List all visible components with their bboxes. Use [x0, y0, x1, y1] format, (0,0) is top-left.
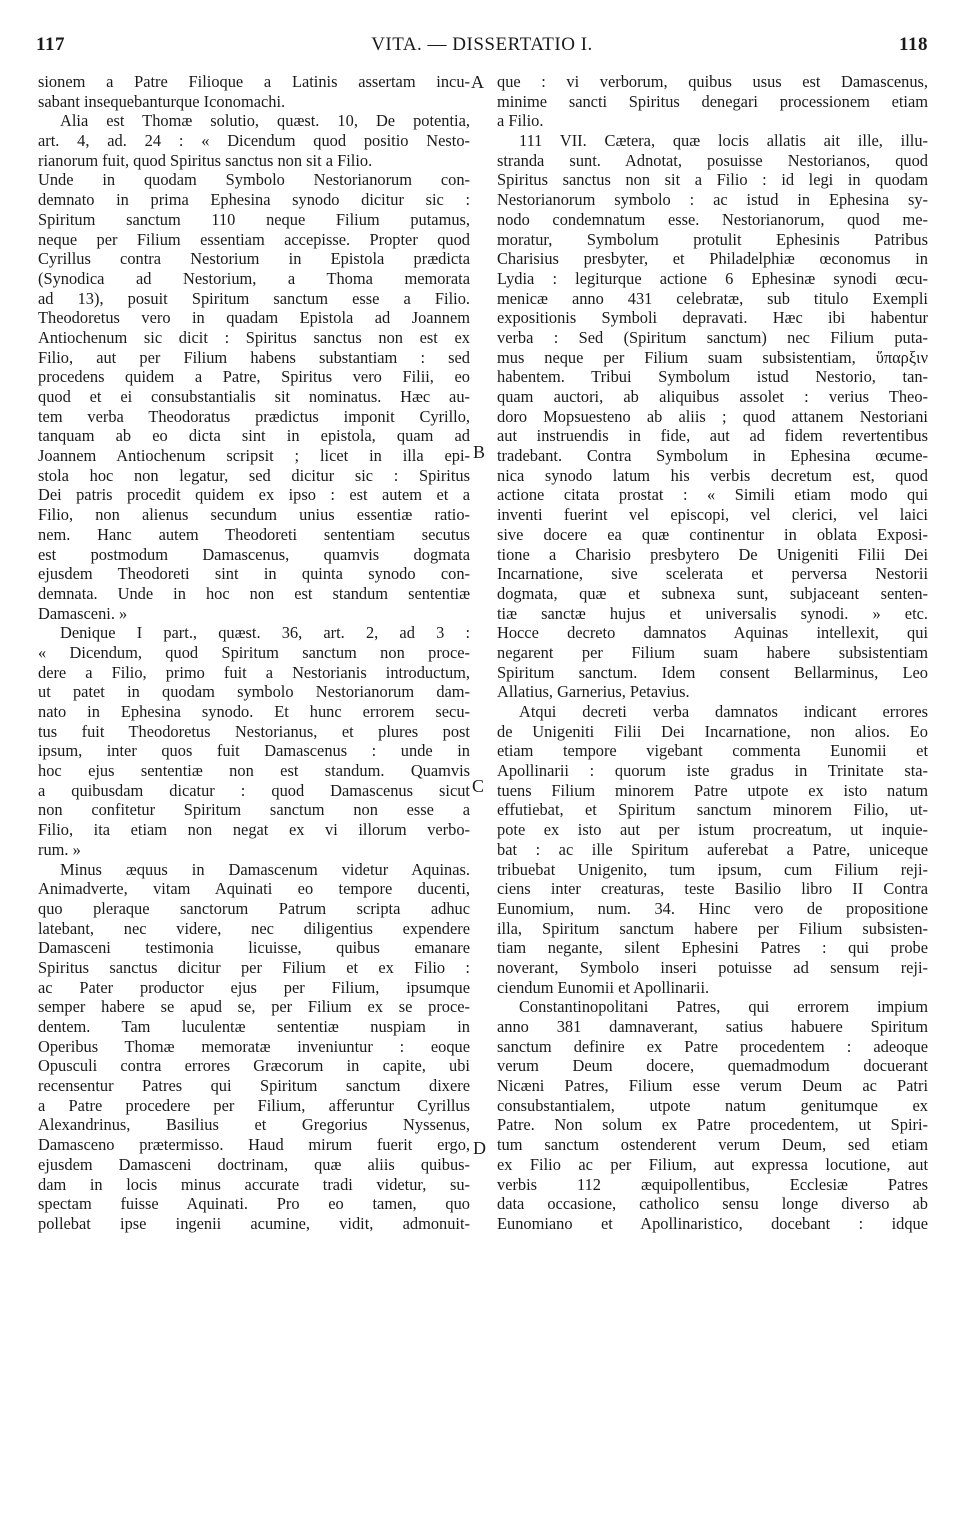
text-line: etiam tempore vigebant commenta Eunomii et — [497, 741, 928, 761]
text-line: pollebat ipse ingenii acumine, vidit, admonuit- — [38, 1213, 470, 1233]
text-line: pote ex isto aut per istum procreatum, ut inquie- — [497, 820, 928, 840]
text-line: consubstantialem, utpote natum genitumque ex — [497, 1095, 928, 1115]
text-line: effutiebat, et Spiritum sanctum minorem Filio, ut- — [497, 800, 928, 820]
text-line: Alexandrinus, Basilius et Gregorius Nyssenus, — [38, 1115, 470, 1135]
text-line: tradebant. Contra Symbolum in Ephesina œcume- — [497, 446, 928, 466]
text-line: ejusdem Theodoreti sint in quinta synodo con- — [38, 564, 470, 584]
text-line: sive docere ea quæ continentur in oblata Exposi- — [497, 524, 928, 544]
text-line: aut instruendis in fide, aut ad fidem revertentibus — [497, 426, 928, 446]
text-line: Antiochenum sic dicit : Spiritus sanctus non est ex — [38, 327, 470, 347]
text-line: semper habere se apud se, per Filium ex se proce- — [38, 997, 470, 1017]
text-line: dam in locis minus accurate tradi videtur, su- — [38, 1174, 470, 1194]
text-line: mus neque per Filium suam subsistentiam, ὕπαρξιν — [497, 347, 928, 367]
text-line: actione citata prostat : « Simili etiam modo qui — [497, 485, 928, 505]
text-line: quo pleraque sanctorum Patrum scripta adhuc — [38, 898, 470, 918]
text-line: est postmodum Damascenus, quamvis dogmata — [38, 544, 470, 564]
text-line: Filio, non alienus secundum unius essentiæ ratio- — [38, 505, 470, 525]
text-line: dere a Filio, primo fuit a Nestorianis introductum, — [38, 662, 470, 682]
text-line: moratur, Symbolum protulit Ephesinis Patribus — [497, 229, 928, 249]
text-line: Cyrillus contra Nestorium in Epistola prædicta — [38, 249, 470, 269]
text-line: stranda sunt. Adnotat, posuisse Nestorianos, quod — [497, 150, 928, 170]
text-line: rum. » — [38, 839, 81, 859]
margin-letter-b: B — [473, 442, 486, 462]
text-line: Eunomium, num. 34. Hinc vero de propositione — [497, 898, 928, 918]
text-line: a Patre procedere per Filium, afferuntur Cyrillus — [38, 1095, 470, 1115]
text-line: Spiritus sanctus dicitur per Filium et ex Filio : — [38, 957, 470, 977]
text-line: Spiritus sanctus non sit a Filio : id legi in quodam — [497, 170, 928, 190]
text-line: expositionis Symboli depravati. Hæc ibi habentur — [497, 308, 928, 328]
text-line: Lydia : legiturque actione 6 Ephesinæ synodi œcu- — [497, 268, 928, 288]
text-line: sionem a Patre Filioque a Latinis assertam incu- — [38, 72, 470, 91]
text-line: ejusdem Damasceni doctrinam, quæ aliis quibus- — [38, 1154, 470, 1174]
text-line: recensentur Patres qui Spiritum sanctum dixere — [38, 1076, 470, 1096]
text-line: Joannem Antiochenum scripsit ; licet in illa epi- — [38, 446, 470, 466]
text-line: hoc ejus sententiæ non est standum. Quamvis — [38, 761, 470, 781]
text-line: nem. Hanc autem Theodoreti sententiam secutus — [38, 524, 470, 544]
text-line: ac Pater productor ejus per Filium, ipsumque — [38, 977, 470, 997]
text-line: que : vi verborum, quibus usus est Damascenus, — [497, 72, 928, 91]
text-line: tione a Charisio presbytero De Unigeniti Filii Dei — [497, 544, 928, 564]
text-line: tiæ sanctæ hujus et universalis synodi. » etc. — [497, 603, 928, 623]
text-line: ad 13), posuit Spiritum sanctum esse a Filio. — [38, 288, 470, 308]
text-line: Denique I part., quæst. 36, art. 2, ad 3 : — [60, 623, 470, 643]
text-line: Nestorianorum symbolo : ac istud in Ephesina sy- — [497, 190, 928, 210]
text-line: Theodoretus vero in quadam Epistola ad Joannem — [38, 308, 470, 328]
text-line: Damasceni. » — [38, 603, 128, 623]
text-line: spectam fuisse Aquinati. Pro eo tamen, quo — [38, 1194, 470, 1214]
text-line: a quibusdam dicatur : quod Damascenus sicut — [38, 780, 470, 800]
text-line: tuens Filium minorem Patre utpote ex isto natum — [497, 780, 928, 800]
text-line: Incarnatione, sive scelerata et perversa Nestorii — [497, 564, 928, 584]
margin-letter-a: A — [471, 72, 484, 92]
text-line: Atqui decreti verba damnatos indicant errores — [519, 702, 928, 721]
text-line: Spiritum sanctum. Idem consent Bellarminus, Leo — [497, 662, 928, 682]
text-line: negarent per Filium suam habere subsistentiam — [497, 642, 928, 662]
text-line: Allatius, Garnerius, Petavius. — [497, 682, 690, 702]
text-line: quod et ei consubstantialis sit nominatus. Hæc au- — [38, 387, 470, 406]
text-line: ex Filio ac per Filium, aut expressa locutione, aut — [497, 1154, 928, 1174]
text-line: Damasceni testimonia licuisse, quibus emanare — [38, 938, 470, 958]
text-line: tribuebat Unigenito, tum ipsum, cum Filium reji- — [497, 859, 928, 879]
text-line: Damasceno prætermisso. Haud mirum fuerit ergo, — [38, 1135, 470, 1155]
text-line: demnato in prima Ephesina synodo dicitur sic : — [38, 190, 470, 210]
text-line: Eunomiano et Apollinaristico, docebant : idque — [497, 1213, 928, 1233]
text-line: Operibus Thomæ memoratæ inveniuntur : eoque — [38, 1036, 470, 1056]
text-line: bat : ac ille Spiritum auferebat a Patre, uniceque — [497, 839, 928, 859]
text-line: habentem. Tribui Symbolum istud Nestorio, tan- — [497, 367, 928, 387]
text-line: Hocce decreto damnatos Aquinas intellexit, qui — [497, 623, 928, 643]
text-line: a Filio. — [497, 111, 544, 131]
text-line: non confitetur Spiritum sanctum non esse a — [38, 800, 470, 820]
text-line: tanquam ab eo dicta sint in epistola, quam ad — [38, 426, 470, 446]
text-line: 111 VII. Cætera, quæ locis allatis ait ille, illu- — [519, 131, 928, 151]
page-header — [36, 34, 928, 60]
text-line: dentem. Tam luculentæ sententiæ nuspiam in — [38, 1017, 470, 1036]
text-line: Alia est Thomæ solutio, quæst. 10, De potentia, — [60, 111, 470, 131]
text-line: ipsum, inter quos fuit Damascenus : unde in — [38, 741, 470, 761]
text-line: rianorum fuit, quod Spiritus sanctus non sit a Filio. — [38, 150, 373, 170]
text-line: data occasione, catholico sensu longe diverso ab — [497, 1194, 928, 1214]
text-line: minime sancti Spiritus denegari processionem etiam — [497, 91, 928, 111]
text-line: art. 4, ad. 24 : « Dicendum quod positio Nesto- — [38, 131, 470, 151]
text-line: verbis 112 æquipollentibus, Ecclesiæ Patres — [497, 1174, 928, 1194]
text-line: sabant insequebanturque Iconomachi. — [38, 91, 286, 111]
text-line: Charisius presbyter, et Philadelphiæ œconomus in — [497, 249, 928, 269]
text-line: dogmata, quæ et subnexa sunt, subjaceant senten- — [497, 583, 928, 603]
right-page-number: 118 — [899, 34, 928, 55]
text-line: Spiritum sanctum 110 neque Filium putamus, — [38, 209, 470, 229]
text-line: Patre. Non solum ex Patre procedentem, ut Spiri- — [497, 1115, 928, 1135]
margin-letter-c: C — [472, 776, 485, 796]
text-line: verum Deum docere, quemadmodum docuerant — [497, 1056, 928, 1076]
text-line: Filio, ita etiam non negat ex vi illorum verbo- — [38, 820, 470, 840]
text-line: Dei patris procedit quidem ex ipso : est autem et a — [38, 485, 470, 505]
left-page-number: 117 — [36, 34, 65, 55]
text-line: nato in Ephesina synodo. Et hunc errorem secu- — [38, 702, 470, 721]
text-line: Constantinopolitani Patres, qui errorem impium — [519, 997, 928, 1017]
text-line: anno 381 damnaverant, satius habuere Spiritum — [497, 1017, 928, 1036]
text-line: verba : Sed (Spiritum sanctum) nec Filium puta- — [497, 327, 928, 347]
text-line: latebant, nec videre, nec diligentius expendere — [38, 918, 470, 938]
text-line: noverant, Symbolo inseri potuisse ad sensum reji- — [497, 957, 928, 977]
text-line: Filio, aut per Filium habens substantiam : sed — [38, 347, 470, 367]
text-line: nica synodo latum his verbis decretum est, quod — [497, 465, 928, 485]
text-line: (Synodica ad Nestorium, a Thoma memorata — [38, 268, 470, 288]
text-line: « Dicendum, quod Spiritum sanctum non proce- — [38, 642, 470, 662]
text-line: ciens inter creaturas, teste Basilio libro II Contra — [497, 879, 928, 899]
text-line: de Unigeniti Filii Dei Incarnatione, non alios. Eo — [497, 721, 928, 741]
right-column — [497, 72, 928, 1234]
text-line: tiam negante, silent Ephesini Patres : qui probe — [497, 938, 928, 958]
text-line: Apollinarii : quorum iste gradus in Trinitate sta- — [497, 761, 928, 781]
text-line: Unde in quodam Symbolo Nestorianorum con- — [38, 170, 470, 190]
text-line: Animadverte, vitam Aquinati eo tempore ducenti, — [38, 879, 470, 899]
text-line: Opusculi contra errores Græcorum in capite, ubi — [38, 1056, 470, 1076]
text-line: procedens quidem a Patre, Spiritus vero Filii, eo — [38, 367, 470, 387]
text-line: tem verba Theodoratus prædictus imponit Cyrillo, — [38, 406, 470, 426]
text-line: sanctum definire ex Patre procedentem : adeoque — [497, 1036, 928, 1056]
text-line: illa, Spiritum sanctum habere per Filium subsisten- — [497, 918, 928, 938]
text-line: doro Mopsuesteno ab aliis ; quod attanem Nestoriani — [497, 406, 928, 426]
text-line: ut patet in quodam symbolo Nestorianorum dam- — [38, 682, 470, 702]
text-line: neque per Filium essentiam accepisse. Propter quod — [38, 229, 470, 249]
text-line: menicæ anno 431 celebratæ, sub titulo Exempli — [497, 288, 928, 308]
text-line: tum sanctum ostenderent verum Deum, sed etiam — [497, 1135, 928, 1155]
text-line: Minus æquus in Damascenum videtur Aquinas. — [60, 859, 470, 879]
running-title: VITA. — DISSERTATIO I. — [371, 34, 593, 55]
text-line: inventi fuerint vel episcopi, vel clerici, vel laici — [497, 505, 928, 525]
text-line: nodo condemnatum esse. Nestorianorum, quod me- — [497, 209, 928, 229]
text-line: quam auctori, ab aliquibus assolet : verius Theo- — [497, 387, 928, 406]
text-line: ciendum Eunomii et Apollinarii. — [497, 977, 710, 997]
text-line: tus fuit Theodoretus Nestorianus, et plures post — [38, 721, 470, 741]
margin-letter-d: D — [473, 1138, 486, 1158]
text-line: stola hoc non legatur, sed dicitur sic : Spiritus — [38, 465, 470, 485]
text-line: Nicæni Patres, Filium esse verum Deum ac Patri — [497, 1076, 928, 1096]
text-line: demnata. Unde in hoc non est standum sententiæ — [38, 583, 470, 603]
left-column — [38, 72, 470, 1234]
